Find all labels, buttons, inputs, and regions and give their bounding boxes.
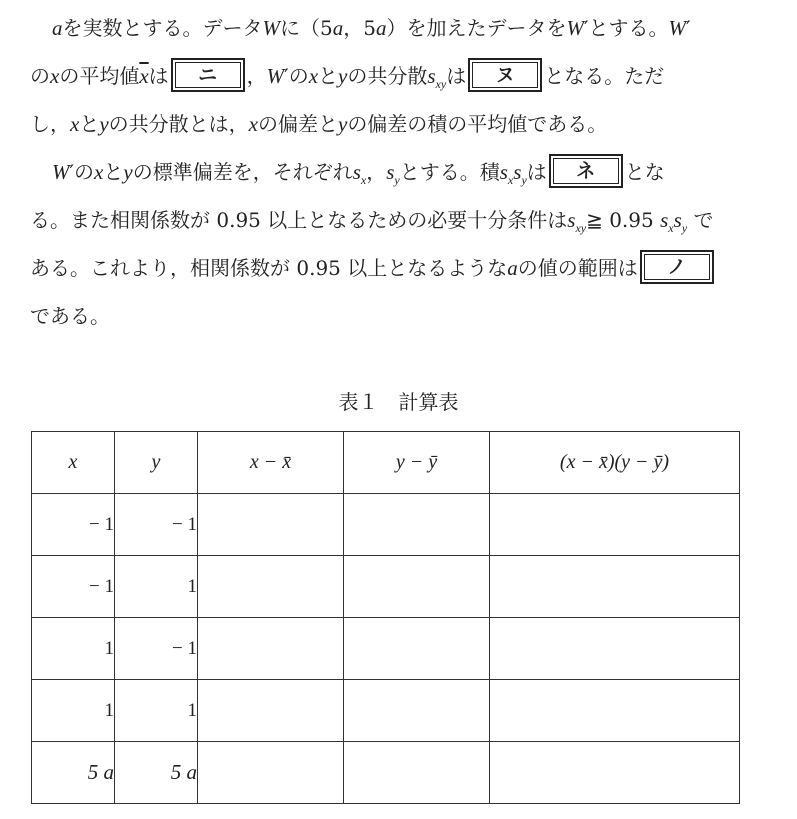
header-x: x <box>32 432 115 494</box>
cell-blank[interactable] <box>490 680 740 742</box>
cell-blank[interactable] <box>344 680 490 742</box>
header-x-dev: x − x̄ <box>198 432 344 494</box>
table-header-row <box>32 432 740 494</box>
cell-y: 5 a <box>115 742 198 804</box>
p2-line3: ある。これより，相関係数が 0.95 以上となるようなaの値の範囲は ノ <box>30 244 716 292</box>
p2-line1: W′のxとyの標準偏差を，それぞれ$s_x$，$s_y$とする。積$s_xs_y$は ネ とな <box>52 148 665 196</box>
answer-box-ne[interactable]: ネ <box>549 154 623 188</box>
cell-y: 1 <box>115 680 198 742</box>
cell-blank[interactable] <box>490 742 740 804</box>
header-product: (x − x̄)(y − ȳ) <box>490 432 740 494</box>
p1-line2: のxの平均値$\overline{x}$は ニ ，W′のxとyの共分散$s_{xy}$は ヌ となる。ただ <box>30 52 664 100</box>
table-row <box>32 494 740 556</box>
cell-blank[interactable] <box>344 742 490 804</box>
table-caption: 表１ 計算表 <box>338 390 459 414</box>
calculation-table <box>31 431 740 804</box>
cell-blank[interactable] <box>198 742 344 804</box>
header-y: y <box>115 432 198 494</box>
cell-blank[interactable] <box>344 494 490 556</box>
header-y-dev: y − ȳ <box>344 432 490 494</box>
cell-blank[interactable] <box>490 556 740 618</box>
p2-line2: る。また相関係数が 0.95 以上となるための必要十分条件は$s_{xy}≧$ 0.95 $s_xs_y$ で <box>30 208 714 235</box>
cell-x: − 1 <box>32 494 115 556</box>
answer-box-nu[interactable]: ヌ <box>468 58 542 92</box>
cell-y: − 1 <box>115 494 198 556</box>
cell-blank[interactable] <box>198 680 344 742</box>
cell-y: 1 <box>115 556 198 618</box>
p1-line3: し，xとyの共分散とは，xの偏差とyの偏差の積の平均値である。 <box>30 112 608 136</box>
cell-x: − 1 <box>32 556 115 618</box>
p2-line4: である。 <box>30 304 110 328</box>
p1-line1: aを実数とする。データWに（5a，5a）を加えたデータをW′とする。W′ <box>52 16 691 40</box>
table-row <box>32 742 740 804</box>
answer-box-no[interactable]: ノ <box>640 250 714 284</box>
cell-blank[interactable] <box>490 494 740 556</box>
cell-blank[interactable] <box>344 556 490 618</box>
answer-box-ni[interactable]: ニ <box>171 58 245 92</box>
cell-blank[interactable] <box>490 618 740 680</box>
cell-x: 5 a <box>32 742 115 804</box>
cell-x: 1 <box>32 680 115 742</box>
cell-blank[interactable] <box>198 618 344 680</box>
cell-blank[interactable] <box>198 556 344 618</box>
table-row <box>32 618 740 680</box>
cell-y: − 1 <box>115 618 198 680</box>
cell-blank[interactable] <box>198 494 344 556</box>
table-row <box>32 680 740 742</box>
cell-blank[interactable] <box>344 618 490 680</box>
cell-x: 1 <box>32 618 115 680</box>
table-row <box>32 556 740 618</box>
